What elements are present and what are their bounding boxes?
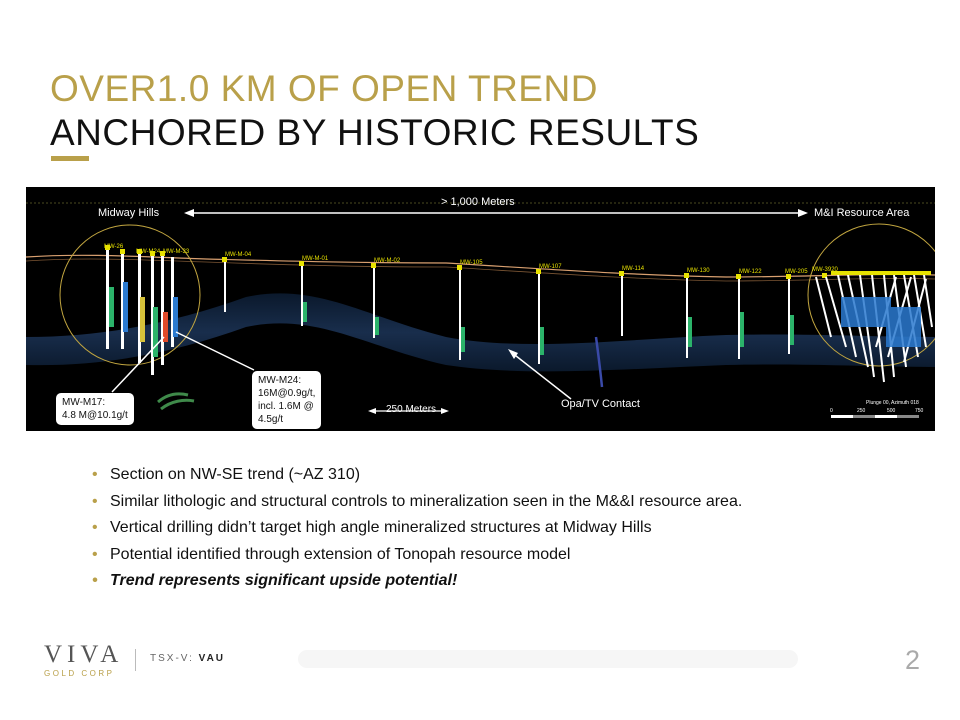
- logo-subtitle: GOLD CORP: [44, 669, 115, 678]
- bullet-item: • Section on NW-SE trend (~AZ 310): [92, 462, 742, 489]
- bullet-item: • Vertical drilling didn’t target high angle mineralized structures at Midway Hills: [92, 515, 742, 542]
- drill-label: MW-M-04: [225, 252, 252, 258]
- opa-tv-contact-label: Opa/TV Contact: [561, 398, 640, 410]
- callout-line: 4.8 M@10.1g/t: [62, 410, 128, 421]
- scale-250-meters-label: 250 Meters: [386, 404, 437, 415]
- callout-mw-m17: [56, 393, 134, 425]
- drill-label: MW-M24: [136, 249, 161, 255]
- bullet-item: • Potential identified through extension of Tonopah resource model: [92, 542, 742, 569]
- title-underline: [51, 156, 89, 161]
- callout-line: MW-M24:: [258, 375, 302, 386]
- drill-label: MW-105: [460, 260, 483, 266]
- callout-line: 16M@0.9g/t,: [258, 388, 316, 399]
- callout-line: incl. 1.6M @: [258, 401, 314, 412]
- callout-line: MW-M17:: [62, 397, 106, 408]
- scale-tick: 750: [915, 408, 924, 414]
- drill-label: MW-3920: [812, 267, 838, 273]
- page-number: 2: [905, 645, 921, 675]
- drill-label: MW-122: [739, 269, 762, 275]
- midway-hills-label: Midway Hills: [98, 207, 160, 219]
- drill-label: MW-205: [785, 269, 808, 275]
- scale-tick: 0: [830, 408, 833, 414]
- bullet-item: • Similar lithologic and structural controls to mineralization seen in the M&&I resource area.: [92, 489, 742, 516]
- plunge-label: Plunge 00, Azimuth 018: [866, 400, 919, 406]
- bullet-list: [92, 462, 742, 595]
- cross-section-image: [26, 187, 935, 431]
- callout-mw-m24: [252, 371, 321, 429]
- footer-bar: [298, 650, 798, 668]
- scale-tick: 250: [857, 408, 866, 414]
- ticker-symbol: VAU: [198, 653, 226, 664]
- ticker-label: [150, 653, 225, 664]
- drill-label: MW-M-33: [163, 249, 190, 255]
- resource-area-label: M&I Resource Area: [814, 207, 910, 219]
- footer-separator: [135, 649, 136, 671]
- callout-line: 4.5g/t: [258, 414, 284, 425]
- cross-section-graphic: [26, 187, 935, 431]
- distance-label: > 1,000 Meters: [441, 196, 515, 208]
- drill-label: MW-130: [687, 268, 710, 274]
- drill-label: MW-26: [104, 244, 124, 250]
- scale-tick: 500: [887, 408, 896, 414]
- logo-wordmark: VIVA: [44, 641, 124, 668]
- slide-title-line1: OVER1.0 KM OF OPEN TREND: [50, 68, 598, 109]
- drill-label: MW-107: [539, 264, 562, 270]
- drill-label: MW-M-02: [374, 258, 401, 264]
- company-logo: [44, 642, 123, 678]
- drill-label: MW-M-01: [302, 256, 329, 262]
- bullet-item-emphasis: • Trend represents significant upside potential!: [92, 568, 742, 595]
- drill-label: MW-114: [622, 266, 645, 272]
- ticker-prefix: TSX-V:: [150, 653, 194, 664]
- slide-title-line2: ANCHORED BY HISTORIC RESULTS: [50, 112, 700, 153]
